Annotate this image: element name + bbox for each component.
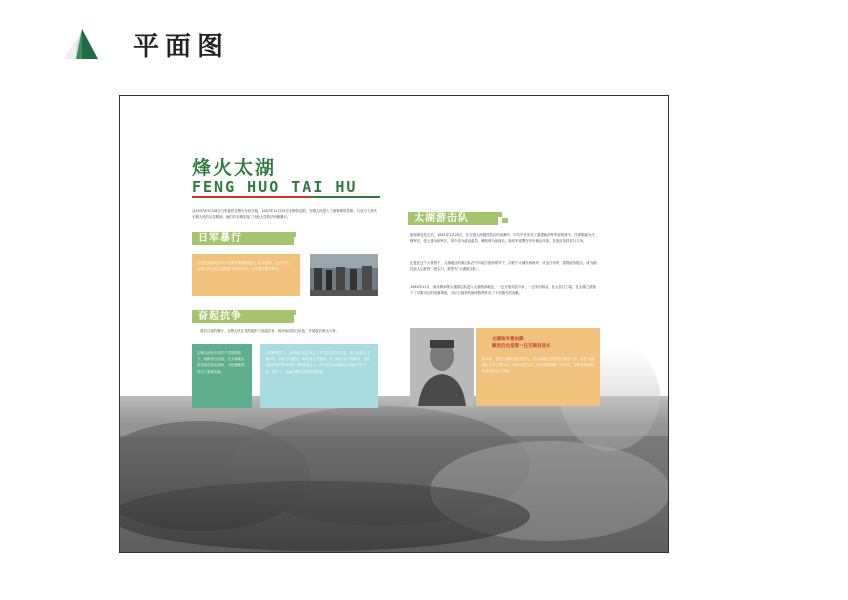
- pixel-decoration: [290, 310, 296, 315]
- pixel-decoration: [496, 212, 502, 217]
- guerrillas-paragraph-3: 1944年11月，薛永辉率领太湖游击队进入太湖西部地区，一边开展对敌斗争，一边发动群众，壮大抗日力量，在太湖之滨留下了可歌可泣的英雄事迹，为抗日战争的最终胜利作出了不可磨灭的贡献。: [410, 285, 596, 296]
- caption-title-line1: 太湖地专署由薛: [492, 337, 524, 342]
- pixel-decoration: [284, 238, 290, 243]
- pixel-decoration: [290, 232, 296, 237]
- page-title: 平面图: [133, 32, 230, 62]
- caption-title-line2: 解放后也是第一任无锡县县长: [492, 344, 551, 349]
- board-title: 烽火太湖: [192, 157, 277, 179]
- resistance-teal-card: 在党的领导下，无锡地区先后成立了多支抗日武装力量，他们活跃在太湖两岸，袭扰日伪据点，破坏敌人交通线，有力地打击了侵略者。这些武装在艰苦的环境中不断发展壮大，成为坚持太湖地区抗战的中坚力量，谱写了一曲曲可歌可泣的英雄赞歌。: [260, 344, 378, 408]
- pixel-decoration: [502, 218, 508, 223]
- resistance-green-card: 无锡人民在中国共产党的领导下，组织抗日武装，在太湖地区坚持敌后游击战争，为抗战胜利作出了重要贡献。: [192, 344, 252, 408]
- caption-body: 薛永辉，曾任太湖游击队负责人，在太湖地区坚持抗日游击斗争，后任太湖地区专员公署专员，新中国成立后，成为无锡县第一任县长，为家乡的建设和发展作出了贡献。: [482, 357, 594, 374]
- guerrillas-paragraph-1: 皖南事变发生后，1941年1月20日，在全国人民强烈抗议的高潮中，中共中央发布了重建新四军军部的命令，任命陈毅为代理军长，张云逸为副军长，刘少奇为政治委员，赖传珠为参谋长。新四军部署在华中地区作战，在敌后坚持抗日斗争。: [410, 233, 595, 244]
- board-subtitle: FENG HUO TAI HU: [192, 178, 358, 196]
- section-header-atrocities: 日军暴行: [192, 232, 294, 245]
- section-header-resistance: 奋起抗争: [192, 310, 294, 323]
- title-divider-green: [312, 196, 380, 198]
- intro-paragraph: 从1937年9月28日日军轰炸无锡火车站开始，1937年11月25日无锡县沦陷，无锡人民进入了最艰难的苦难。日寇为了消灭无锡人民的反抗精神，他们对无锡实施了灭绝人性的法西斯暴行。: [192, 209, 377, 220]
- atrocities-text-card: 无锡沦陷期间日军对无锡实施残酷统治，烧杀抢掠，无恶不作，无锡人民在敌人的铁蹄下饱受苦难，日军暴行罄竹难书。: [192, 254, 300, 296]
- guerrillas-paragraph-2: 正是在这个大背景下，太湖地区的游击队在中共地方组织领导下，活跃于太湖东西两岸，伏击日伪军，拔除敌伪据点，成为插在敌人心脏的一把尖刀，被誉为“太湖游击队”。: [410, 261, 597, 272]
- exhibit-board: [119, 95, 669, 553]
- title-divider-red: [192, 196, 312, 198]
- resistance-intro: 面对日寇的暴行，无锡人民在党的组织下奋起抗争，纷纷参加抗日队伍，开展敌后游击斗争。: [200, 329, 340, 333]
- pixel-decoration: [284, 316, 290, 321]
- section-header-guerrillas: 太湖游击队: [408, 212, 498, 225]
- atrocities-photo: [310, 254, 378, 296]
- portrait-photo: [410, 328, 474, 406]
- logo-icon: [62, 25, 100, 61]
